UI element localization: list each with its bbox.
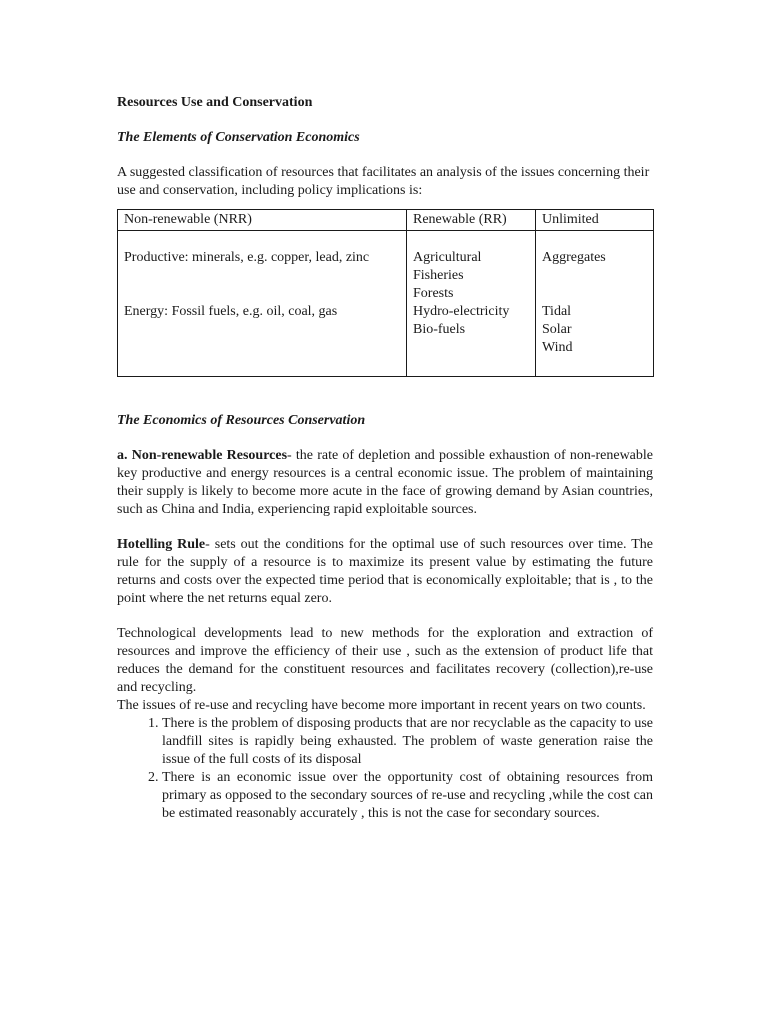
nrr-energy: Energy: Fossil fuels, e.g. oil, coal, gas [124,304,338,319]
table-cell-rr [407,231,536,377]
unlimited-item: Tidal [542,304,572,319]
document-title: Resources Use and Conservation [117,95,313,110]
list-item: 1. There is the problem of disposing products that are nor recyclable as the capacity to use landfill sites is rapidly being exhausted. The problem of waste generation raise the issue of the full costs of its disposal [162,715,653,769]
rr-item: Fisheries [413,268,464,283]
unlimited-item: Aggregates [542,250,606,265]
unlimited-item: Solar [542,322,572,337]
hotelling-paragraph [117,536,653,608]
hotelling-text: - sets out the conditions for the optimal use of such resources over time. The rule for the supply of a resource is to maximize its present value by estimating the future returns and costs over the expected time period that is economically exploitable; that is , to the point where the net returns equal zero. [117,537,653,606]
rr-item: Forests [413,286,454,301]
document-page [117,94,653,823]
reuse-paragraph: The issues of re-use and recycling have become more important in recent years on two counts. [117,698,646,713]
list-item: 2. There is an economic issue over the opportunity cost of obtaining resources from primary as opposed to the secondary sources of re-use and recycling ,while the cost can be estimated reasonably accurately , this is not the case for secondary sources. [162,769,653,823]
section-heading-economics: The Economics of Resources Conservation [117,413,366,428]
resource-classification-table [117,209,654,377]
non-renewable-label: a. Non-renewable Resources [117,448,288,463]
hotelling-label: Hotelling Rule [117,537,206,552]
table-header-row [118,210,654,231]
section-heading-elements: The Elements of Conservation Economics [117,130,360,145]
nrr-productive: Productive: minerals, e.g. copper, lead, zinc [124,250,370,265]
issues-list [117,715,653,823]
rr-item: Bio-fuels [413,322,466,337]
non-renewable-paragraph [117,447,653,519]
intro-paragraph: A suggested classification of resources that facilitates an analysis of the issues concerning their use and conservation, including policy implications is: [117,165,650,198]
table-cell-nrr [118,231,407,377]
non-renewable-text: - the rate of depletion and possible exhaustion of non-renewable key productive and energy resources is a central economic issue. The problem of maintaining their supply is likely to become more acute in the face of growing demand by Asian countries, such as China and India, experiencing rapid exploitable sources. [117,448,653,517]
technological-paragraph: Technological developments lead to new methods for the exploration and extraction of resources and improve the efficiency of their use , such as the extension of product life that reduces the demand for the constituent resources and facilitates recovery (collection),re-use and recycling. [117,626,653,695]
rr-item: Agricultural [413,250,482,265]
table-header-nrr: Non-renewable (NRR) [118,210,407,231]
table-header-unlimited: Unlimited [536,210,654,231]
table-cell-unlimited [536,231,654,377]
rr-item: Hydro-electricity [413,304,510,319]
table-header-rr: Renewable (RR) [407,210,536,231]
table-row [118,231,654,377]
unlimited-item: Wind [542,340,573,355]
